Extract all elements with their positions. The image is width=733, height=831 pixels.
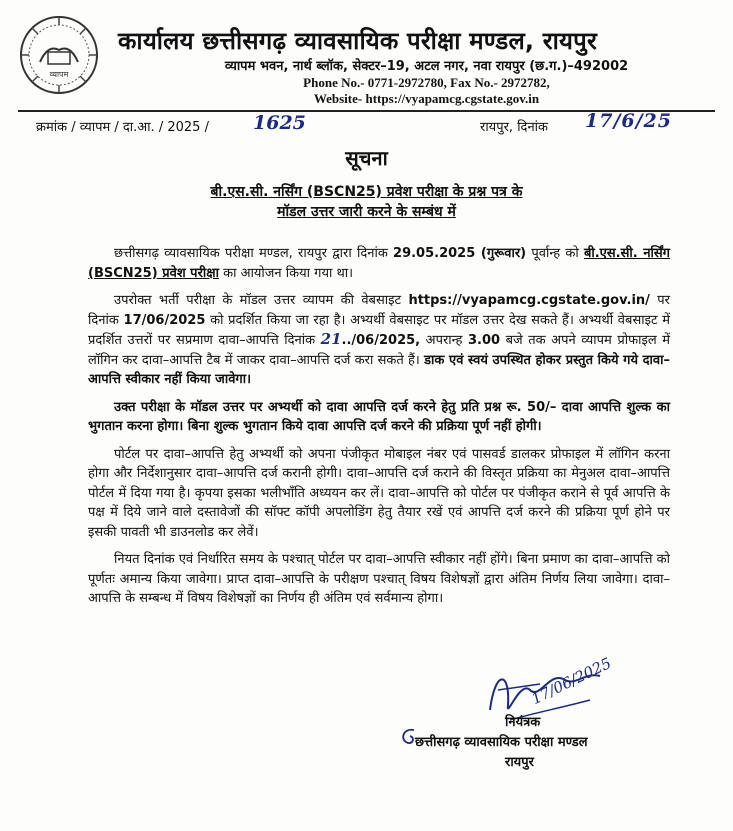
paragraph-model-answer: उपरोक्त भर्ती परीक्षा के मॉडल उत्तर व्यापम की वेबसाइट https://vyapamcg.cgstate.gov.in/ पर दिनांक 17/06/2025 को प्रदर्शित किया जा रहा है। अभ्यर्थी वेबसाइट पर मॉडल उत्तर देख सकते हैं। अभ्यर्थी वेबसाइट में प्रदर्शित उत्तरों पर सप्रमाण दावा–आपत्ति दिनांक 21../06/2025, अपरान्ह 3.00 बजे तक अपने व्यापम प्रोफाइल में लॉगिन कर दावा–आपत्ति टैब में जाकर दावा–आपत्ति दर्ज करा सकते हैं। डाक एवं स्वयं उपस्थित होकर प्रस्तुत किये गये दावा–आपत्ति स्वीकार नहीं किया जावेगा। <box>88 293 671 387</box>
paragraph-exam-info: छत्तीसगढ़ व्यावसायिक परीक्षा मण्डल, रायपुर द्वारा दिनांक 29.05.2025 (गुरूवार) पूर्वान्ह को बी.एस.सी. नर्सिंग (BSCN25) प्रवेश परीक्षा का आयोजन किया गया था। <box>88 246 671 281</box>
org-phone: Phone No.- 0771-2972780, Fax No.- 2972782, <box>303 75 550 90</box>
handwritten-deadline-day: 21 <box>320 330 342 348</box>
signatory-city: रायपुर <box>505 755 534 770</box>
org-address: व्यापम भवन, नार्थ ब्लॉक, सेक्टर–19, अटल नगर, नवा रायपुर (छ.ग.)–492002 <box>224 59 629 74</box>
subject-line-2: मॉडल उत्तर जारी करने के सम्बंध में <box>277 204 456 220</box>
handwritten-reference-number: 1625 <box>253 112 306 134</box>
paragraph-portal-process: पोर्टल पर दावा–आपत्ति हेतु अभ्यर्थी को अपना पंजीकृत मोबाइल नंबर एवं पासवर्ड डालकर प्रोफाइल में लॉगिन करना होगा और निर्देशानुसार दावा–आपत्ति दर्ज करानी होगी। दावा–आपत्ति दर्ज कराने की विस्तृत प्रक्रिया का मेनुअल दावा–आपत्ति पोर्टल में दिया गया है। कृपया इसका भलीभाँति अध्ययन कर लें। दावा–आपत्ति को पोर्टल पर पंजीकृत कराने से पूर्व आपत्ति के पक्ष में दिये जाने वाले दस्तावेजों की सॉफ्ट कॉपी अपलोडिंग हेतु तैयार रखें एवं आपत्ति दर्ज करने की प्रक्रिया पूर्ण होने पर इसकी पावती भी डाउनलोड कर लेवें। <box>88 446 670 540</box>
notice-title: सूचना <box>345 146 388 170</box>
org-website: Website- https://vyapamcg.cgstate.gov.in <box>313 91 540 106</box>
place-date-label: रायपुर, दिनांक <box>480 120 549 135</box>
paragraph-final-decision: नियत दिनांक एवं निर्धारित समय के पश्चात् पोर्टल पर दावा–आपत्ति स्वीकार नहीं होंगे। बिना प्रमाण का दावा–आपत्ति को पूर्णतः अमान्य किया जावेगा। प्राप्त दावा–आपत्ति के परीक्षण पश्चात् विषय विशेषज्ञों द्वारा अंतिम निर्णय लिया जावेगा। दावा–आपत्ति के सम्बन्ध में विषय विशेषज्ञों का निर्णय ही अंतिम एवं सर्वमान्य होगा। <box>88 552 670 606</box>
signatory-organization: छत्तीसगढ़ व्यावसायिक परीक्षा मण्डल <box>415 735 588 750</box>
signature-handwritten-date: 17/06/2025 <box>528 653 615 709</box>
signatory-role: नियंत्रक <box>505 715 541 730</box>
website-url: https://vyapamcg.cgstate.gov.in/ <box>408 293 650 308</box>
paragraph-fee: उक्त परीक्षा के मॉडल उत्तर पर अभ्यर्थी को दावा आपत्ति दर्ज करने हेतु प्रति प्रश्न रू. 50/– दावा आपत्ति शुल्क का भुगतान करना होगा। बिना शुल्क भुगतान किये दावा आपत्ति दर्ज करने की प्रक्रिया पूर्ण नहीं होगी। <box>88 399 670 434</box>
reference-number-label: क्रमांक / व्यापम / दा.आ. / 2025 / <box>36 120 209 135</box>
org-title: कार्यालय छत्तीसगढ़ व्यावसायिक परीक्षा मण्डल, रायपुर <box>118 27 597 55</box>
subject-line-1: बी.एस.सी. नर्सिंग (BSCN25) प्रवेश परीक्षा के प्रश्न पत्र के <box>210 184 523 200</box>
handwritten-issue-date: 17/6/25 <box>585 110 672 132</box>
svg-text:व्यापम: व्यापम <box>49 70 69 79</box>
notice-body <box>88 244 670 617</box>
